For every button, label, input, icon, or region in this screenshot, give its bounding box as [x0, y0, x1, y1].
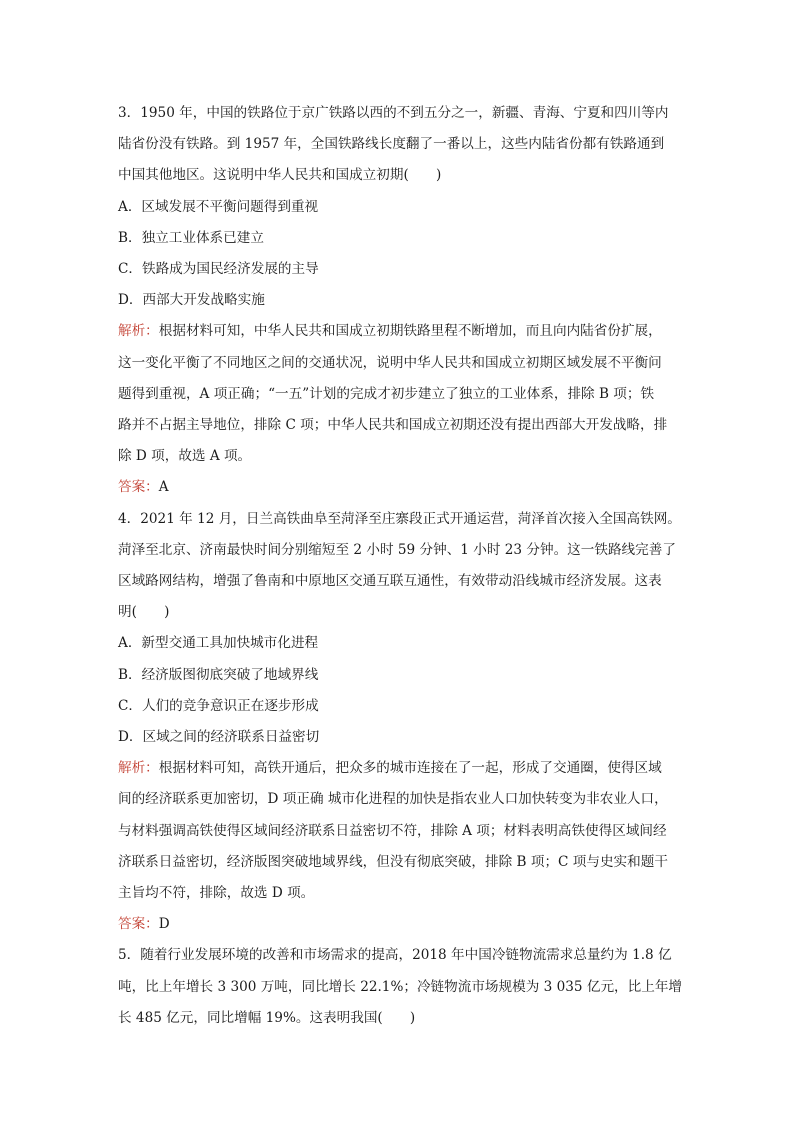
question-4-analysis: [118, 753, 678, 909]
option-a: A．区域发展不平衡问题得到重视: [118, 198, 319, 215]
analysis-line: 间的经济联系更加密切，D 项正确 城市化进程的加快是指农业人口加快转变为非农业人口，: [118, 791, 668, 808]
analysis-line: 济联系日益密切，经济版图突破地域界线，但没有彻底突破，排除 B 项；C 项与史实和题干: [118, 853, 668, 870]
stem-line: 菏泽至北京、济南最快时间分别缩短至 2 小时 59 分钟、1 小时 23 分钟。这一铁路线完善了: [118, 541, 676, 558]
stem-line: 吨，比上年增长 3 300 万吨，同比增长 22.1%；冷链物流市场规模为 3 035 亿元，比上年增: [118, 978, 683, 995]
stem-line: 4．2021 年 12 月，日兰高铁曲阜至菏泽至庄寨段正式开通运营，菏泽首次接入全国高铁网。: [118, 510, 681, 527]
analysis-line: 题得到重视，A 项正确；“一五”计划的完成才初步建立了独立的工业体系，排除 B 项；铁: [118, 385, 655, 402]
stem-line: 中国其他地区。这说明中华人民共和国成立初期( ): [118, 167, 442, 184]
question-4-answer: [118, 909, 678, 940]
option-d: D．区域之间的经济联系日益密切: [118, 729, 320, 746]
analysis-line: 主旨均不符，排除，故选 D 项。: [118, 885, 315, 902]
analysis-line: 路并不占据主导地位，排除 C 项；中华人民共和国成立初期还没有提出西部大开发战略，排: [118, 417, 668, 434]
question-5: [118, 940, 683, 1034]
stem-line: 3．1950 年，中国的铁路位于京广铁路以西的不到五分之一，新疆、青海、宁夏和四川等内: [118, 105, 669, 121]
question-3-answer: [118, 472, 678, 503]
analysis-label: 解析：: [118, 760, 159, 777]
analysis-line: 除 D 项，故选 A 项。: [118, 448, 252, 465]
stem-line: 陆省份没有铁路。到 1957 年，全国铁路线长度翻了一番以上，这些内陆省份都有铁路通到: [118, 136, 665, 153]
option-b: B．独立工业体系已建立: [118, 229, 264, 246]
question-4-stem: [118, 504, 681, 629]
stem-line: 5．随着行业发展环境的改善和市场需求的提高，2018 年中国冷链物流需求总量约为 1.8 亿: [118, 947, 672, 964]
question-3: [118, 98, 678, 504]
answer-value: D: [158, 916, 170, 933]
analysis-label: 解析：: [118, 323, 159, 340]
answer-value: A: [158, 479, 169, 496]
question-3-stem: [118, 98, 678, 192]
question-3-analysis: [118, 316, 678, 472]
answer-label: 答案：: [118, 916, 159, 933]
option-c: C．人们的竞争意识正在逐步形成: [118, 697, 319, 714]
stem-line: 区域路网结构，增强了鲁南和中原地区交通互联互通性，有效带动沿线城市经济发展。这表: [118, 573, 662, 590]
question-4: [118, 504, 681, 941]
answer-label: 答案：: [118, 479, 159, 496]
question-5-stem: [118, 940, 683, 1034]
analysis-line: 根据材料可知，高铁开通后，把众多的城市连接在了一起，形成了交通圈，使得区域: [158, 760, 662, 777]
analysis-line: 根据材料可知，中华人民共和国成立初期铁路里程不断增加，而且向内陆省份扩展，: [158, 323, 662, 340]
stem-line: 明( ): [118, 604, 170, 621]
document-content: [118, 98, 683, 1034]
stem-line: 长 485 亿元，同比增幅 19%。这表明我国( ): [118, 1009, 416, 1026]
option-c: C．铁路成为国民经济发展的主导: [118, 261, 319, 278]
option-b: B．经济版图彻底突破了地域界线: [118, 666, 319, 683]
option-d: D．西部大开发战略实施: [118, 292, 265, 309]
analysis-line: 与材料强调高铁使得区域间经济联系日益密切不符，排除 A 项；材料表明高铁使得区域间经: [118, 822, 667, 839]
option-a: A．新型交通工具加快城市化进程: [118, 635, 319, 652]
analysis-line: 这一变化平衡了不同地区之间的交通状况，说明中华人民共和国成立初期区域发展不平衡问: [118, 354, 662, 371]
